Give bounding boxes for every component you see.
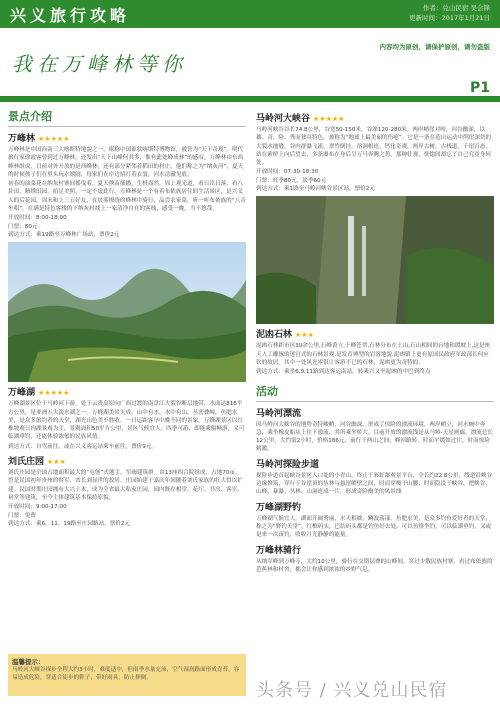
transport-info: 到达方式：乘19路至万峰林广场站，票价2元 <box>8 231 120 238</box>
spot-description: 万峰林是中国西南三大喀斯特地貌之一，堪称中国锥状喀斯特博物馆，被誉为“天下奇观”。明代旅行家徐霞客曾到过万峰林，还发出“天下山峰何其多，惟有此处峰成林”的感叹。万峰林由东西峰林组成，目前对外开放的是西峰林，还有部分紧邻着稻田的村庄，他们称之为“纳灰河”，夏天的时候孩子们在里头玩水嬉闹，每家们在岸边招打着衣裳，河水清澈见底。 <box>8 147 244 178</box>
malinghe-photo <box>256 196 494 324</box>
activity-title: 万峰湖野钓 <box>256 502 302 513</box>
transport-info: 到达方式：自驾前往，或在兴义客运站乘车前往，票价9元。 <box>8 443 157 450</box>
header-meta <box>409 3 490 23</box>
copyright-notice: 内容均为原创，请保护原创，请勿盗版 <box>379 43 490 51</box>
brand-title: 兴义旅行攻略 <box>10 6 131 25</box>
tips-title: 温馨提示： <box>12 658 45 666</box>
spot-nidang-stone-forest <box>256 327 494 376</box>
spot-description: 马岭河峡谷谷长74.8公里，谷宽50-150米，谷深120-280米。两岸峭崖对峙，河谷幽深，以雄、奇、险、秀而独具特色，被称为“地球上最美丽的伤疤”。它是一条在造山运动中削崖深切的大裂水地缝，谷内群瀑飞流，翠竹倒挂，溶洞相连，钙化奇观，两岸古树，古栈道，千崖百态。站在索桥上向后望去，多条瀑布在身后呈万马奔腾之势，那种壮观，恍惚间却忘了自己究竟身何处。 <box>256 127 492 167</box>
spot-name: 万峰林 <box>8 134 36 144</box>
right-column <box>256 108 494 575</box>
transport-info: 到达方式：乘坐6,9,11路到达客运南站，转乘兴义至泥凼的中巴到终点 <box>256 369 431 376</box>
activity-title: 万峰林骑行 <box>256 545 302 556</box>
spot-title <box>8 454 246 467</box>
transport-info: 到达方式：乘1路至马岭河峡谷景区站，票价2元 <box>256 186 375 193</box>
opening-hours: 开放时间：07:30-18:30 <box>256 169 319 176</box>
rating-stars: ★★★★★ <box>38 135 70 143</box>
spot-description: 泥凼石林距市区30余公里,石峰黄立,千峰苍翠,石林分布在土山,石山相间的台地和缓坡上,这是座天人工雕琢的迷宫式的石林景观,是发育典型的岩溶地貌.泥凼镇上更有原国民政府军政部长何应钦的故居。其中一处风光零很让客游不已的石林，泥凼更为奇特的。 <box>256 343 491 366</box>
activity-description: 从纳军峰到万峰寺，大约10公里，骑行在交错层叠的山峰间，穿过少数民族村寨，看过布依族的芭蕉林和村舍，都会让你感到浓浓的乡野气息。 <box>256 558 493 573</box>
tips-box <box>8 654 246 696</box>
rating-stars: ★★★ <box>47 458 66 467</box>
watermark: 头条号 / 兴义兑山民宿 <box>256 680 448 701</box>
transport-info: 到达方式：乘6，11，19路至庄园路站，票价2元 <box>8 520 131 527</box>
rating-stars: ★★★★★ <box>38 389 70 398</box>
spot-title <box>256 327 494 340</box>
activity-fishing <box>256 500 494 540</box>
opening-hours: 开放时间：9:00-17:00 <box>8 504 67 511</box>
activity-hiking-trail <box>256 457 494 497</box>
ticket-price: 门票：旺季80元，淡季60元 <box>256 177 327 184</box>
page-title: 我在万峰林等你 <box>12 52 187 76</box>
activity-description: 探险步道首起峡谷景区入口处的小青山，终止于彩虹瀑观景平台，全长约22.8公里，线道沿峡谷边缘修筑，穿行于谷崖顶的丛林与悬崖峭壁之间，时而穿梭于山腰，时而隐没于峡谷，把峡谷、山峰、暴瀑、丛林、山洞连成一片，形成奇险幽美的风景线 <box>256 472 493 496</box>
rating-stars: ★★★ <box>295 331 314 340</box>
spot-name: 马岭河大峡谷 <box>256 114 311 124</box>
activity-description: 因马岭河大峡谷的地势奇特峻峭，河谷幽深，形成了惊险的漂流环境。两岸峭立，河水蜿中奔急，乘坐橡皮船从上往下漂流，其所乘坐桥大。目前开放的漂流线是从马岭-天星画廊，漂流总长12公里，大约需2小时，价格186元，前行于两山之间，峰回路转，时而平缓如过往，时而惊险刺激。 <box>256 421 493 453</box>
page-number: P1 <box>469 80 490 96</box>
activity-title: 马岭河探险步道 <box>256 459 320 470</box>
author-line: 作者：兑山民宿 吴会锋 <box>422 4 490 12</box>
left-column <box>8 108 246 528</box>
ticket-price: 门票：免费 <box>8 512 36 519</box>
opening-hours: 开放时间：8:00-18:00 <box>8 215 67 222</box>
activity-description: 万峰湖气候宜人，湖面开阔秀丽，水天相映，鳞波荡漾，鱼肥水美，是众多钓鱼爱好者的天堂，称之为“野钓天堂”，红椎码头，巴结码头都是钓鱼好去处。可以鱼排坐钓，可以临湖垂钓，又或是来一次夜钓，收收月光静静的能量。 <box>256 515 492 539</box>
header-divider <box>0 96 500 102</box>
spot-name: 泥凼石林 <box>256 330 293 341</box>
header-band <box>0 0 500 28</box>
spot-description: 万峰湖景区位于马岭河下游，处于云贵高原向广西过渡的南盘江大裂谷断层地带，水面达816平方公里，是亚洲五大淡水湖之一。万峰湖美景天成，山中有水，水中有山，丛峦叠嶂，鱼肥水美，是众多旅钓者的天堂，湖光山色美不胜收。一日运距客早中晚不同的景象。万峰湖景区以红椎坡观日内湖景观为主，景观面积50平方公里，景区气候宜人，四季可游，即能乘船畅游，又可临湖垂钓，还能体验浓郁的民族风情。 <box>8 401 245 441</box>
spot-wanfenglin <box>8 131 246 239</box>
section-title-spots: 景点介绍 <box>8 108 246 127</box>
spot-title <box>256 111 494 124</box>
activity-cycling <box>256 543 494 575</box>
spot-description: 初春的油菜花在纳灰村寨间摇曳着，夏天秧苗插播，生机盎然。周上观光道，看日出日落，看八卦田，精绣田园，拍足美照，一定不虚此行。万峰林是一个有着布依族居住的生活景区，是兴义人的后花园，周末和上三五好友，在晨雾缭绕的峰林中骑行，品尝农家菜，听一听布依族的“八音坐唱”，在满是特色客栈的下纳灰村找上一家清净自在的客栈，感受一晚，当不悠哉。 <box>8 181 246 213</box>
activity-title: 马岭河漂流 <box>256 408 302 419</box>
section-title-activities: 活动 <box>256 383 494 402</box>
tips-text: 马岭河大峡谷探步全程大约3小时，难度适中，但雨季水量充沛，空气湿润路面形成青苔，容易造成危险，穿适合徒步的鞋子，带好雨具，防止摔倒。 <box>12 667 240 681</box>
activity-rafting <box>256 406 494 454</box>
wanfenghu-photo <box>8 242 246 382</box>
update-line: 更新时间：2017年1月21日 <box>409 14 490 22</box>
spot-liushi-manor <box>8 454 246 528</box>
spot-wanfenghu <box>8 385 246 451</box>
spot-name: 刘氏庄园 <box>8 457 45 468</box>
spot-name: 万峰湖 <box>8 388 36 399</box>
spot-malinghe <box>256 111 494 193</box>
ticket-price: 门票：80元 <box>8 223 38 230</box>
rating-stars: ★★★★★ <box>313 115 345 123</box>
spot-description: 刘氏庄园是全国占地面积最大的“屯堡”式地主、军阀建筑群。由13座四合院组成，占地70亩，曾是民国初年贵州的督军、省长刘显世的故居。庄园始建于嘉庆年间随着刘氏家族的壮大得以扩建。民国时期庄园拥有大兴土木，成为全省最大私家庄园，园内既存相堂、花厅、书房、客室、祠堂等建筑，至今主体建筑基本保持原貌。 <box>8 470 243 501</box>
spot-title <box>8 385 246 398</box>
spot-title <box>8 131 246 144</box>
